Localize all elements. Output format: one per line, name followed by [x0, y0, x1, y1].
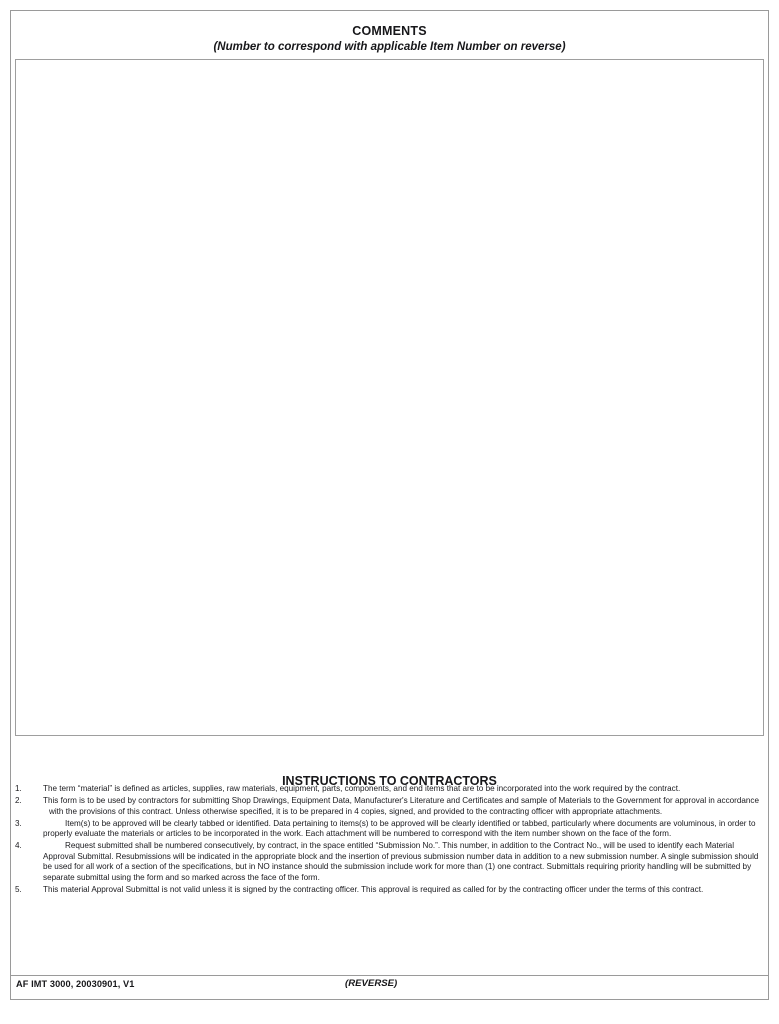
instruction-text: This form is to be used by contractors for submitting Shop Drawings, Equipment Data, Manufacturer's Literature and Certificates and sample of Materials to the Government for approval in accordance with the provisions of this contract. Unless otherwise specified, it is to be prepared in 4 copies, signed, and provided to the contracting officer with appropriate attachments. — [43, 796, 759, 816]
instruction-item-2 — [13, 796, 765, 817]
comments-input-box[interactable] — [15, 59, 764, 736]
footer-divider — [11, 975, 768, 976]
instruction-number: 3. — [15, 818, 22, 828]
instruction-text: Item(s) to be approved will be clearly tabbed or identified. Data pertaining to items(s) to be approved will be clearly identified or tabbed, particularly where documents are voluminous, in order to properly evaluate the materials or articles to be incorporated in the work. Each attachment will be numbered to correspond with the item number shown on the face of the form. — [43, 818, 756, 839]
instructions-title: INSTRUCTIONS TO CONTRACTORS — [282, 774, 497, 788]
instruction-text: The term “material” is defined as articles, supplies, raw materials, equipment, parts, components, and end items that are to be incorporated into the work required by the contract. — [43, 784, 681, 793]
reverse-side-label: (REVERSE) — [345, 978, 398, 989]
instructions-list — [13, 784, 765, 897]
instruction-item-3 — [13, 819, 765, 840]
comments-title: COMMENTS — [352, 24, 427, 38]
form-id-label: AF IMT 3000, 20030901, V1 — [16, 979, 135, 989]
instruction-item-4 — [13, 841, 765, 883]
instruction-item-5 — [13, 885, 765, 896]
comments-header — [14, 24, 765, 54]
instruction-number: 2. — [15, 796, 22, 806]
instruction-text: Request submitted shall be numbered consecutively, by contract, in the space entitled “Submission No.”. This number, in addition to the Contract No., will be used to identify each Material Approval Submittal. Resubmissions will be indicated in the appropriate block and the insertion of previous submission number data in addition to a new submission number. A single submission should be used for all work of a section of the specifications, but in NO instance should the submission include work for more than (1) one contract. Submittals requiring priority handling will be submitted by separate submittal using the form and so marked across the face of the form. — [43, 841, 759, 882]
instruction-text: This material Approval Submittal is not valid unless it is signed by the contracting officer. This approval is required as called for by the contracting officer under the terms of this contract. — [43, 884, 704, 894]
comments-subtitle: (Number to correspond with applicable Item Number on reverse) — [213, 41, 566, 53]
instruction-number: 1. — [15, 784, 22, 793]
instruction-number: 5. — [15, 884, 22, 894]
instruction-number: 4. — [15, 841, 22, 851]
